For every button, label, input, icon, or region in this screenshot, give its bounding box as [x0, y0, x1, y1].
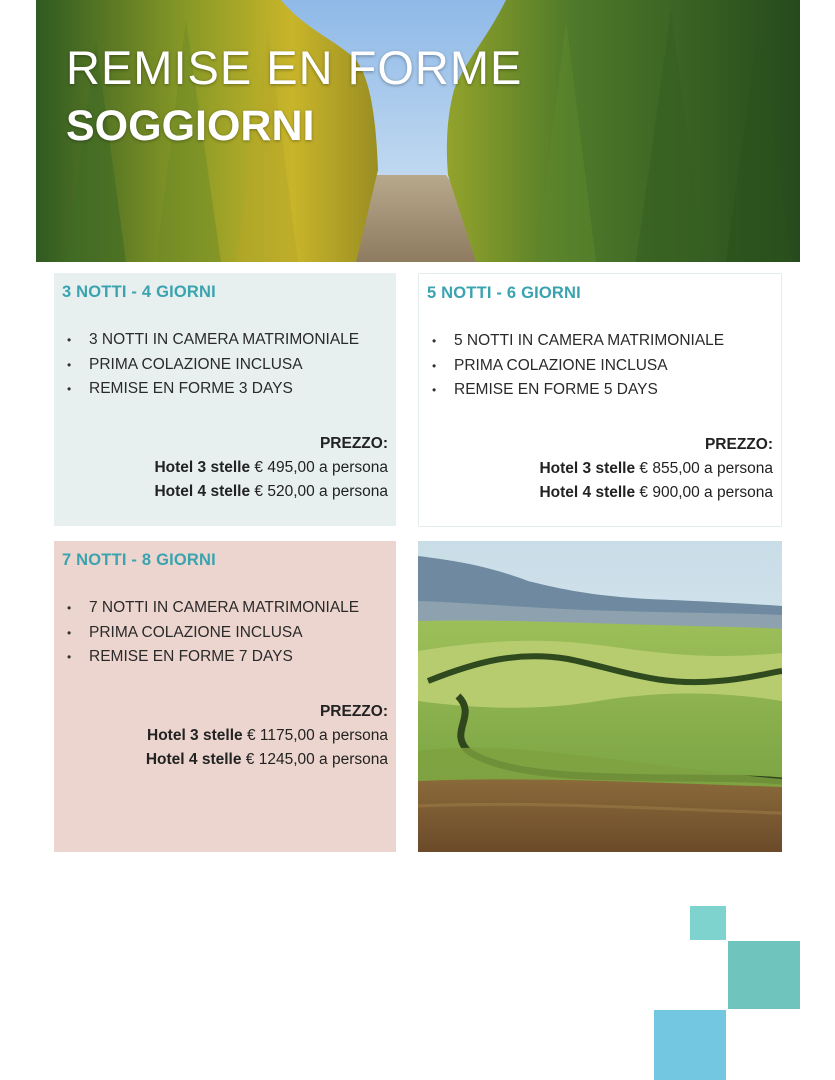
- list-item: • 3 NOTTI IN CAMERA MATRIMONIALE: [62, 328, 388, 353]
- price-line: [62, 456, 388, 480]
- list-item: • PRIMA COLAZIONE INCLUSA: [427, 354, 773, 379]
- price-amount: € 1245,00 a persona: [245, 750, 388, 768]
- price-line: [62, 748, 388, 772]
- decorative-square: [728, 941, 800, 1009]
- price-label: PREZZO:: [319, 434, 388, 452]
- package-card-7-nights: [54, 541, 396, 852]
- list-item: • PRIMA COLAZIONE INCLUSA: [62, 353, 388, 378]
- price-amount: € 495,00 a persona: [254, 458, 388, 476]
- hero-title: REMISE EN FORME: [66, 41, 523, 94]
- price-block: [62, 432, 388, 504]
- hotel-category: Hotel 3 stelle: [539, 459, 636, 477]
- hotel-category: Hotel 4 stelle: [154, 482, 251, 500]
- package-features: [62, 328, 388, 402]
- price-line: [427, 481, 773, 505]
- list-item: • PRIMA COLAZIONE INCLUSA: [62, 621, 388, 646]
- price-amount: € 1175,00 a persona: [246, 726, 388, 744]
- landscape-photo: [418, 541, 782, 852]
- price-amount: € 900,00 a persona: [639, 483, 773, 501]
- hotel-category: Hotel 4 stelle: [145, 750, 242, 768]
- package-title: 5 NOTTI - 6 GIORNI: [427, 284, 581, 302]
- hotel-category: Hotel 3 stelle: [147, 726, 243, 744]
- decorative-square: [690, 906, 726, 940]
- package-card-5-nights: [418, 273, 782, 527]
- price-line: [427, 457, 773, 481]
- hero-banner: [36, 0, 800, 262]
- hotel-category: Hotel 3 stelle: [154, 458, 251, 476]
- package-card-3-nights: [54, 273, 396, 526]
- list-item: • REMISE EN FORME 5 DAYS: [427, 378, 773, 403]
- price-amount: € 855,00 a persona: [639, 459, 773, 477]
- list-item: • REMISE EN FORME 3 DAYS: [62, 377, 388, 402]
- price-amount: € 520,00 a persona: [254, 482, 388, 500]
- price-block: [62, 700, 388, 772]
- price-label: PREZZO:: [704, 435, 773, 453]
- rolling-hills-photo: [418, 541, 782, 852]
- hero-subtitle: SOGGIORNI: [66, 102, 315, 150]
- hotel-category: Hotel 4 stelle: [539, 483, 636, 501]
- list-item: • REMISE EN FORME 7 DAYS: [62, 645, 388, 670]
- package-title: 3 NOTTI - 4 GIORNI: [62, 283, 216, 301]
- price-label: PREZZO:: [319, 702, 388, 720]
- decorative-square: [654, 1010, 726, 1080]
- list-item: • 5 NOTTI IN CAMERA MATRIMONIALE: [427, 329, 773, 354]
- package-features: [427, 329, 773, 403]
- package-title: 7 NOTTI - 8 GIORNI: [62, 551, 216, 569]
- price-block: [427, 433, 773, 505]
- package-features: [62, 596, 388, 670]
- price-line: [62, 480, 388, 504]
- price-line: [62, 724, 388, 748]
- list-item: • 7 NOTTI IN CAMERA MATRIMONIALE: [62, 596, 388, 621]
